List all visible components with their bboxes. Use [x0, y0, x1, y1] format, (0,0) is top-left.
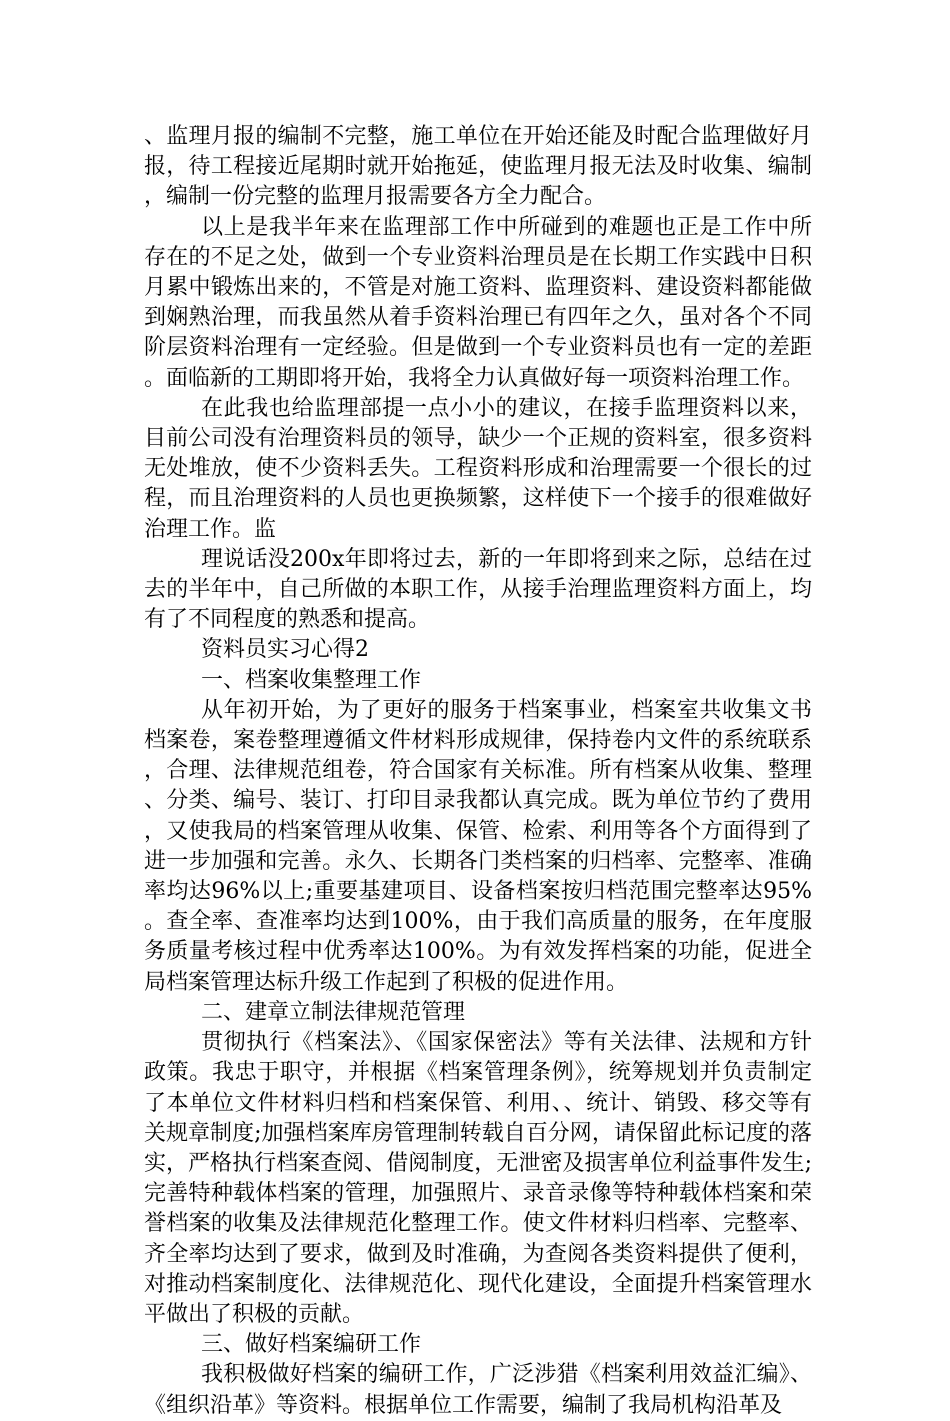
paragraph-report-incomplete: 、监理月报的编制不完整，施工单位在开始还能及时配合监理做好月报，待工程接近尾期时就开始拖延，使监理月报无法及时收集、编制，编制一份完整的监理月报需要各方全力配合。 — [144, 124, 812, 210]
section-title-internship-notes: 资料员实习心得2 — [201, 637, 369, 663]
section-heading-regulations: 二、建章立制法律规范管理 — [201, 999, 466, 1025]
paragraph-regulations: 贯彻执行《档案法》、《国家保密法》等有关法律、法规和方针政策。我忠于职守，并根据《档案管理条例》，统筹规划并负责制定了本单位文件材料归档和档案保管、利用、、统计、销毁、移交等有关规章制度;加强档案库房管理制转载自百分网，请保留此标记度的落实，严格执行档案查阅、借阅制度，无泄密及损害单位利益事件发生;完善特种载体档案的管理，加强照片、录音录像等特种载体档案和荣誉档案的收集及法律规范化整理工作。使文件材料归档率、完整率、齐全率均达到了要求，做到及时准确，为查阅各类资料提供了便利，对推动档案制度化、法律规范化、现代化建设，全面提升档案管理水平做出了积极的贡献。 — [144, 1030, 812, 1327]
paragraph-summary-difficulties: 以上是我半年来在监理部工作中所碰到的难题也正是工作中所存在的不足之处，做到一个专业资料治理员是在长期工作实践中日积月累中锻炼出来的，不管是对施工资料、监理资料、建设资料都能做到娴熟治理，而我虽然从着手资料治理已有四年之久，虽对各个不同阶层资料治理有一定经验。但是做到一个专业资料员也有一定的差距。面临新的工期即将开始，我将全力认真做好每一项资料治理工作。 — [144, 214, 812, 391]
paragraph-compilation: 我积极做好档案的编研工作，广泛涉猎《档案利用效益汇编》、《组织沿革》等资料。根据单位工作需要，编制了我局机构沿革及 — [144, 1362, 812, 1418]
paragraph-archive-collection: 从年初开始，为了更好的服务于档案事业，档案室共收集文书档案卷，案卷整理遵循文件材料形成规律，保持卷内文件的系统联系，合理、法律规范组卷，符合国家有关标准。所有档案从收集、整理、分类、编号、装订、打印目录我都认真完成。既为单位节约了费用，又使我局的档案管理从收集、保管、检索、利用等各个方面得到了进一步加强和完善。永久、长期各门类档案的归档率、完整率、准确率均达96%以上;重要基建项目、设备档案按归档范围完整率达95%。查全率、查准率均达到100%，由于我们高质量的服务，在年度服务质量考核过程中优秀率达100%。为有效发挥档案的功能，促进全局档案管理达标升级工作起到了积极的促进作用。 — [144, 697, 812, 995]
paragraph-suggestion: 在此我也给监理部提一点小小的建议，在接手监理资料以来，目前公司没有治理资料员的领导，缺少一个正规的资料室，很多资料无处堆放，使不少资料丢失。工程资料形成和治理需要一个很长的过程，而且治理资料的人员也更换频繁，这样使下一个接手的很难做好治理工作。监 — [144, 395, 812, 542]
paragraph-year-summary: 理说话没200x年即将过去，新的一年即将到来之际，总结在过去的半年中，自己所做的本职工作，从接手治理监理资料方面上，均有了不同程度的熟悉和提高。 — [144, 546, 812, 633]
section-heading-archive-collection: 一、档案收集整理工作 — [201, 667, 422, 693]
section-heading-compilation: 三、做好档案编研工作 — [201, 1332, 422, 1358]
document-page — [144, 122, 812, 1421]
